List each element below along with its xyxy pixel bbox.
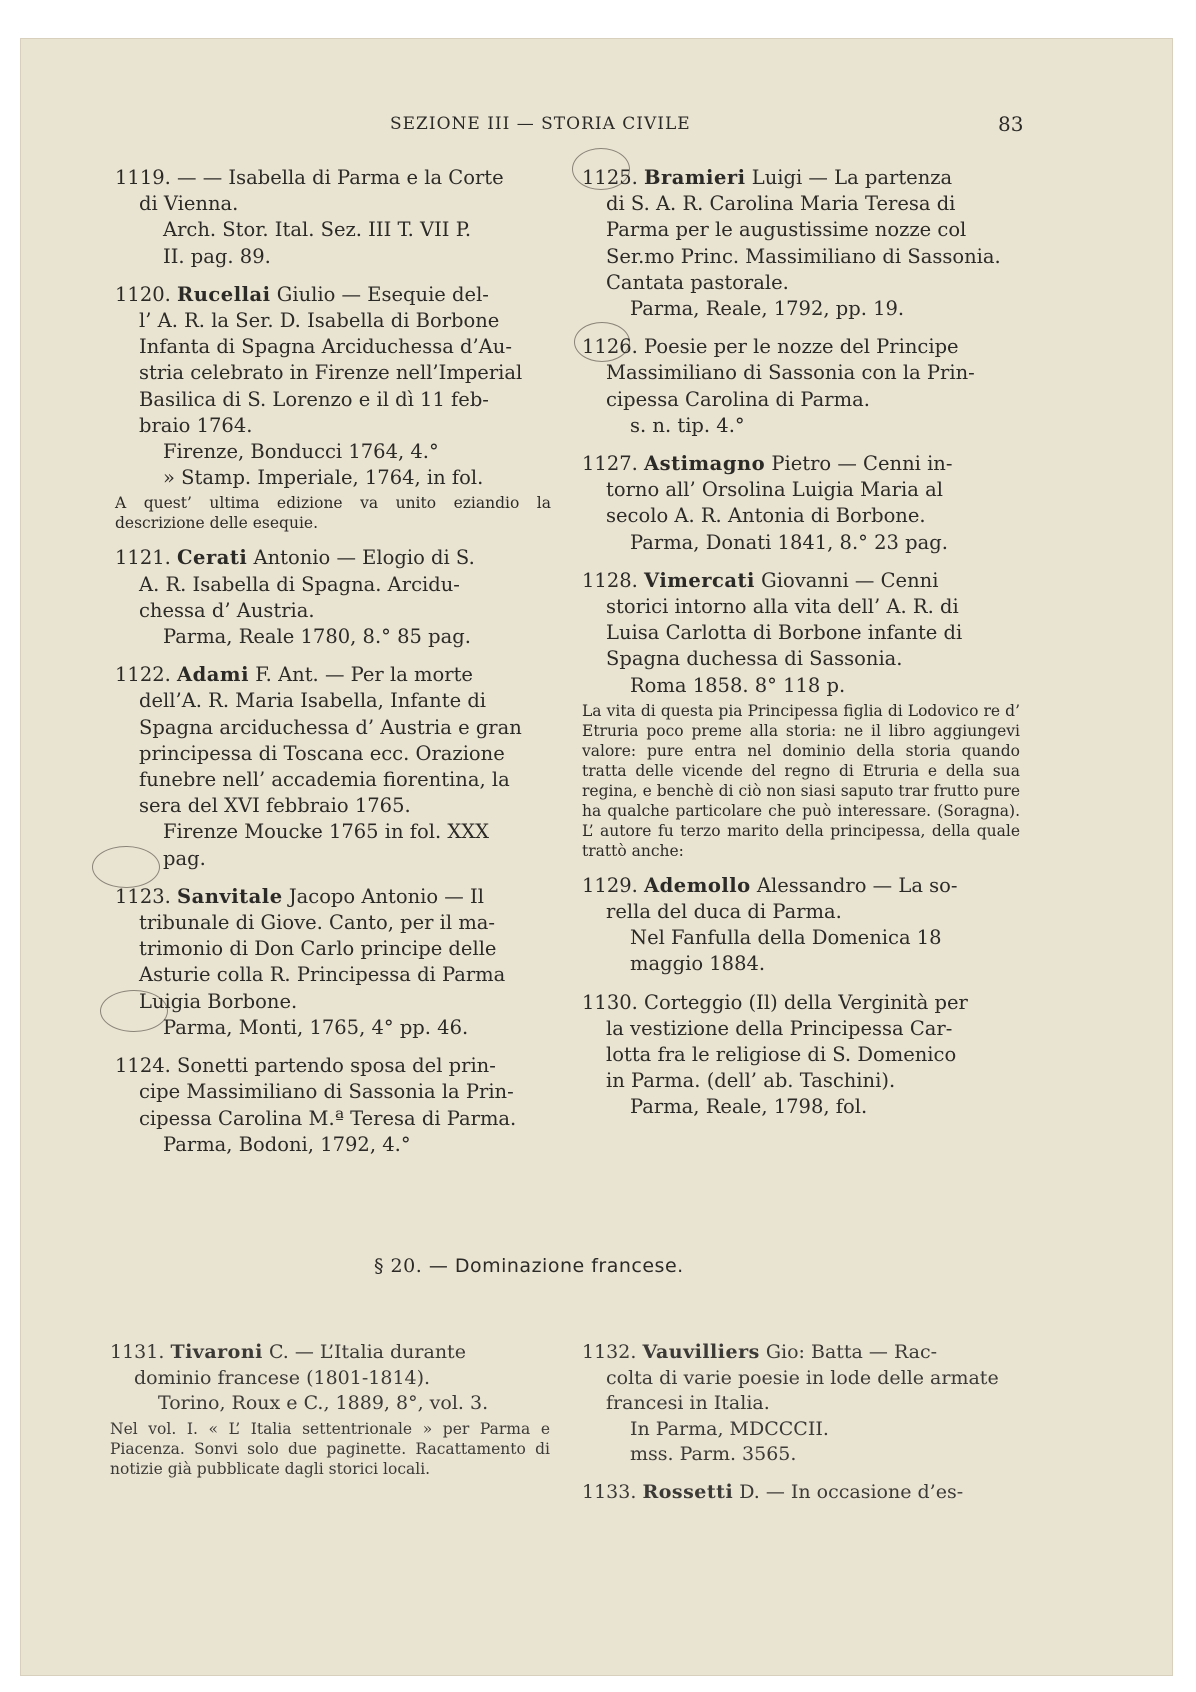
entry-number: 1124.	[115, 1054, 171, 1078]
entry-title-start: Corteggio (Il) della Verginità per	[644, 990, 968, 1014]
entry-imprint: s. n. tip. 4.°	[630, 413, 745, 437]
entry-first-line	[115, 1053, 551, 1079]
entry-author: Adami	[177, 663, 249, 687]
entry-number: 1122.	[115, 663, 171, 687]
entry-line: dominio francese (1801-1814).	[134, 1366, 431, 1389]
bibliography-entry	[582, 1340, 1020, 1468]
entry-title-start: Luigi — La partenza	[751, 166, 953, 189]
entry-line: Parma per le augustissime nozze col	[606, 218, 967, 242]
entry-line: sera del XVI febbraio 1765.	[139, 794, 411, 818]
bibliography-entry	[582, 568, 1020, 861]
entry-title-start: Antonio — Elogio di S.	[253, 546, 475, 570]
entry-line: colta di varie poesie in lode delle armate	[606, 1366, 999, 1389]
page-number: 83	[998, 112, 1024, 136]
entry-line: braio 1764.	[139, 413, 253, 437]
entry-imprint: II. pag. 89.	[163, 244, 271, 268]
entry-author: Sanvitale	[177, 884, 283, 908]
right-column	[582, 165, 1020, 1133]
bibliography-entry	[110, 1340, 550, 1479]
entry-line: chessa d’ Austria.	[139, 598, 315, 622]
entry-number: 1129.	[582, 873, 638, 897]
entry-title-start: Giovanni — Cenni	[761, 568, 939, 592]
entry-line: Asturie colla R. Principessa di Parma	[139, 963, 506, 987]
section-heading	[374, 1255, 684, 1277]
entry-first-line	[115, 662, 551, 688]
entry-number: 1132.	[582, 1341, 637, 1363]
entry-first-line	[582, 873, 1020, 899]
entry-first-line	[582, 1480, 1020, 1506]
entry-line: torno all’ Orsolina Luigia Maria al	[606, 478, 943, 502]
entry-imprint: In Parma, MDCCCII.	[630, 1417, 829, 1440]
entry-title-start: Giulio — Esequie del-	[276, 282, 489, 306]
bibliography-entry	[115, 545, 551, 650]
entry-author: Astimagno	[644, 452, 766, 476]
entry-line: principessa di Toscana ecc. Orazione	[139, 741, 505, 765]
entry-first-line	[115, 545, 551, 571]
entry-line: secolo A. R. Antonia di Borbone.	[606, 504, 926, 528]
entry-imprint: Firenze Moucke 1765 in fol. XXX	[163, 820, 489, 844]
entry-first-line	[582, 568, 1020, 594]
entry-first-line	[582, 1340, 1020, 1366]
entry-line: Spagna duchessa di Sassonia.	[606, 647, 903, 671]
bibliography-entry	[582, 873, 1020, 978]
bottom-left-column	[110, 1340, 550, 1491]
entry-imprint: Parma, Donati 1841, 8.° 23 pag.	[630, 530, 948, 554]
entry-note: La vita di questa pia Principessa figlia di Lodovico re d’ Etruria poco preme alla storia: ne il libro aggiungevi valore: pure entra nel dominio della storia quando tratta delle vicende del regno di Etruria e della sua regina, e benchè di ciò non siasi saputo trar frutto pure ha qualche particolare che può interessare. (Soragna). L’ autore fu terzo marito della principessa, della quale trattò anche:	[582, 701, 1020, 860]
entry-number: 1123.	[115, 884, 171, 908]
bibliography-entry	[115, 662, 551, 872]
entry-line: trimonio di Don Carlo principe delle	[139, 937, 497, 961]
entry-title-start: C. — L’Italia durante	[268, 1341, 466, 1363]
entry-line: cipessa Carolina di Parma.	[606, 387, 870, 411]
entry-first-line	[115, 282, 551, 308]
entry-line: Massimiliano di Sassonia con la Prin-	[606, 361, 975, 385]
entry-author: Ademollo	[644, 873, 751, 897]
entry-line: Basilica di S. Lorenzo e il dì 11 feb-	[139, 387, 489, 411]
entry-number: 1119.	[115, 166, 171, 189]
entry-line: francesi in Italia.	[606, 1392, 770, 1414]
entry-first-line	[582, 990, 1020, 1016]
entry-line: di S. A. R. Carolina Maria Teresa di	[606, 192, 956, 216]
entry-imprint: Torino, Roux e C., 1889, 8°, vol. 3.	[158, 1392, 489, 1414]
entry-line: la vestizione della Principessa Car-	[606, 1016, 953, 1040]
entry-title-start: Poesie per le nozze del Principe	[644, 335, 959, 359]
entry-title-start: F. Ant. — Per la morte	[255, 663, 473, 687]
entry-title-start: Pietro — Cenni in-	[771, 452, 953, 476]
entry-title-start: — — Isabella di Parma e la Corte	[177, 166, 504, 189]
entry-imprint: Parma, Reale, 1798, fol.	[630, 1095, 868, 1119]
entry-imprint: » Stamp. Imperiale, 1764, in fol.	[163, 466, 484, 490]
entry-imprint: maggio 1884.	[630, 952, 766, 976]
entry-title-start: Sonetti partendo sposa del prin-	[177, 1054, 496, 1078]
bibliography-entry	[115, 282, 551, 534]
entry-first-line	[115, 884, 551, 910]
entry-imprint: Parma, Reale, 1792, pp. 19.	[630, 297, 905, 321]
entry-line: Infanta di Spagna Arciduchessa d’Au-	[139, 335, 512, 359]
entry-imprint: mss. Parm. 3565.	[630, 1443, 797, 1465]
entry-line: funebre nell’ accademia fiorentina, la	[139, 768, 510, 792]
entry-first-line	[115, 165, 551, 191]
entry-line: Cantata pastorale.	[606, 270, 789, 294]
entry-line: l’ A. R. la Ser. D. Isabella di Borbone	[139, 309, 500, 333]
entry-line: di Vienna.	[139, 192, 239, 216]
entry-line: rella del duca di Parma.	[606, 900, 842, 924]
entry-line: lotta fra le religiose di S. Domenico	[606, 1043, 957, 1067]
bottom-right-column	[582, 1340, 1020, 1517]
entry-first-line	[582, 451, 1020, 477]
entry-line: cipe Massimiliano di Sassonia la Prin-	[139, 1080, 514, 1104]
entry-line: in Parma. (dell’ ab. Taschini).	[606, 1069, 896, 1093]
bibliography-entry	[582, 1480, 1020, 1506]
entry-number: 1131.	[110, 1341, 165, 1363]
entry-imprint: Arch. Stor. Ital. Sez. III T. VII P.	[163, 218, 472, 242]
entry-line: Luisa Carlotta di Borbone infante di	[606, 621, 963, 645]
bibliography-entry	[582, 451, 1020, 556]
entry-number: 1127.	[582, 452, 638, 476]
left-column	[115, 165, 551, 1170]
bibliography-entry	[582, 990, 1020, 1121]
bibliography-entry	[115, 165, 551, 270]
entry-imprint: pag.	[163, 846, 206, 870]
bibliography-entry	[115, 884, 551, 1041]
entry-imprint: Parma, Reale 1780, 8.° 85 pag.	[163, 625, 471, 649]
entry-author: Cerati	[177, 546, 248, 570]
entry-number: 1130.	[582, 990, 638, 1014]
bibliography-entry	[582, 165, 1020, 322]
entry-author: Rossetti	[642, 1480, 734, 1503]
entry-first-line	[582, 334, 1020, 360]
entry-author: Rucellai	[177, 282, 271, 306]
entry-first-line	[110, 1340, 550, 1366]
entry-author: Vauvilliers	[642, 1341, 760, 1363]
entry-author: Vimercati	[644, 568, 755, 592]
bibliography-entry	[582, 334, 1020, 439]
entry-number: 1120.	[115, 282, 171, 306]
entry-first-line	[582, 165, 1020, 191]
entry-number: 1128.	[582, 568, 638, 592]
entry-author: Bramieri	[644, 166, 746, 189]
entry-imprint: Roma 1858. 8° 118 p.	[630, 673, 846, 697]
entry-imprint: Firenze, Bonducci 1764, 4.°	[163, 440, 439, 464]
entry-line: Luigia Borbone.	[139, 989, 298, 1013]
entry-line: stria celebrato in Firenze nell’Imperial	[139, 361, 523, 385]
entry-title-start: D. — In occasione d’es-	[739, 1480, 964, 1503]
entry-line: cipessa Carolina M.ª Teresa di Parma.	[139, 1106, 517, 1130]
entry-line: A. R. Isabella di Spagna. Arcidu-	[139, 572, 460, 596]
bibliography-entry	[115, 1053, 551, 1158]
entry-author: Tivaroni	[170, 1341, 263, 1363]
entry-number: 1133.	[582, 1480, 637, 1503]
entry-title-start: Alessandro — La so-	[756, 873, 958, 897]
entry-line: Ser.mo Princ. Massimiliano di Sassonia.	[606, 244, 1001, 268]
entry-line: tribunale di Giove. Canto, per il ma-	[139, 911, 496, 935]
entry-note: A quest’ ultima edizione va unito eziandio la descrizione delle esequie.	[115, 494, 551, 533]
entry-line: Spagna arciduchessa d’ Austria e gran	[139, 715, 522, 739]
entry-note: Nel vol. I. « L’ Italia settentrionale » per Parma e Piacenza. Sonvi solo due paginette. Racattamento di notizie già pubblicate dagli storici locali.	[110, 1419, 550, 1478]
entry-line: dell’A. R. Maria Isabella, Infante di	[139, 689, 487, 713]
entry-number: 1121.	[115, 546, 171, 570]
entry-number: 1125.	[582, 166, 638, 189]
entry-imprint: Parma, Monti, 1765, 4° pp. 46.	[163, 1015, 469, 1039]
entry-line: storici intorno alla vita dell’ A. R. di	[606, 595, 959, 619]
section-sign: § 20.	[374, 1255, 423, 1277]
entry-number: 1126.	[582, 335, 638, 359]
entry-title-start: Jacopo Antonio — Il	[288, 884, 484, 908]
entry-imprint: Nel Fanfulla della Domenica 18	[630, 926, 942, 950]
entry-title-start: Gio: Batta — Rac-	[765, 1341, 938, 1363]
section-title: — Dominazione francese.	[428, 1255, 684, 1277]
running-header: SEZIONE III — STORIA CIVILE	[390, 114, 691, 134]
entry-imprint: Parma, Bodoni, 1792, 4.°	[163, 1132, 411, 1156]
